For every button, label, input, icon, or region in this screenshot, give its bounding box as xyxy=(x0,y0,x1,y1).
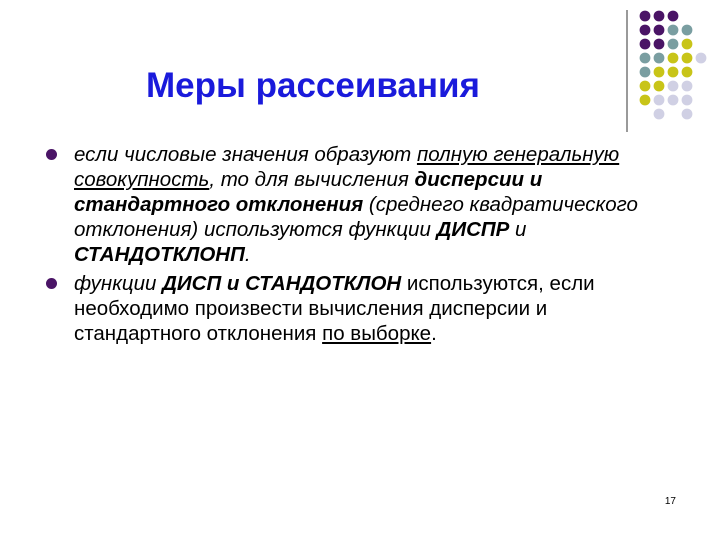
decorative-dot xyxy=(640,11,651,22)
decorative-dot xyxy=(654,11,665,22)
decorative-dot xyxy=(668,53,679,64)
function-name: СТАНДОТКЛОНП xyxy=(74,243,245,266)
bullet-list xyxy=(46,142,676,346)
decorative-dot xyxy=(682,109,693,120)
text-segment: функции xyxy=(74,272,163,295)
decorative-dot xyxy=(654,25,665,36)
decorative-dot xyxy=(696,53,707,64)
bullet-dot-icon xyxy=(46,149,57,160)
decorative-dot xyxy=(654,53,665,64)
decorative-dot xyxy=(640,39,651,50)
decorative-dot xyxy=(668,25,679,36)
decorative-dot xyxy=(640,53,651,64)
decorative-vertical-line xyxy=(626,10,628,132)
text-segment: (среднего квадратического отклонения) используются функции xyxy=(74,193,638,241)
slide-title: Меры рассеивания xyxy=(146,66,480,105)
decorative-dot xyxy=(682,95,693,106)
bullet-2-text xyxy=(74,271,676,346)
text-segment: . xyxy=(431,322,437,345)
link-like-underlined-term: по выборке xyxy=(322,322,432,345)
function-name: ДИСПР xyxy=(436,218,510,241)
bold-term: дисперсии и стандартного отклонения xyxy=(74,168,543,216)
bullet-item-2 xyxy=(46,271,676,346)
text-segment: . xyxy=(244,243,251,266)
decorative-dot xyxy=(654,39,665,50)
bullet-item-1 xyxy=(46,142,676,267)
decorative-dot xyxy=(682,81,693,92)
function-name: ДИСП и СТАНДОТКЛОН xyxy=(162,272,402,295)
decorative-dot xyxy=(682,39,693,50)
text-segment: , то для вычисления xyxy=(209,168,415,191)
decorative-dot xyxy=(668,11,679,22)
decorative-dot xyxy=(640,25,651,36)
decorative-dot xyxy=(682,53,693,64)
decorative-dot xyxy=(668,67,679,78)
link-like-underlined-term: полную генеральную совокупность xyxy=(74,143,620,191)
text-segment: и xyxy=(509,218,527,241)
decorative-dot xyxy=(654,95,665,106)
bullet-dot-icon xyxy=(46,278,57,289)
decorative-dot xyxy=(640,67,651,78)
decorative-dot xyxy=(668,39,679,50)
decorative-dot xyxy=(668,95,679,106)
decorative-dot xyxy=(640,95,651,106)
decorative-dot xyxy=(682,67,693,78)
bullet-1-text xyxy=(74,142,676,267)
text-segment: если числовые значения образуют xyxy=(74,143,417,166)
decorative-dot xyxy=(654,81,665,92)
page-number: 17 xyxy=(664,496,676,507)
text-segment: используются, если необходимо произвести вычисления дисперсии и стандартного отклонения xyxy=(74,272,595,345)
decorative-dot xyxy=(668,81,679,92)
decorative-dot xyxy=(640,81,651,92)
decorative-dot xyxy=(682,25,693,36)
decorative-dot xyxy=(654,67,665,78)
decorative-dot xyxy=(654,109,665,120)
